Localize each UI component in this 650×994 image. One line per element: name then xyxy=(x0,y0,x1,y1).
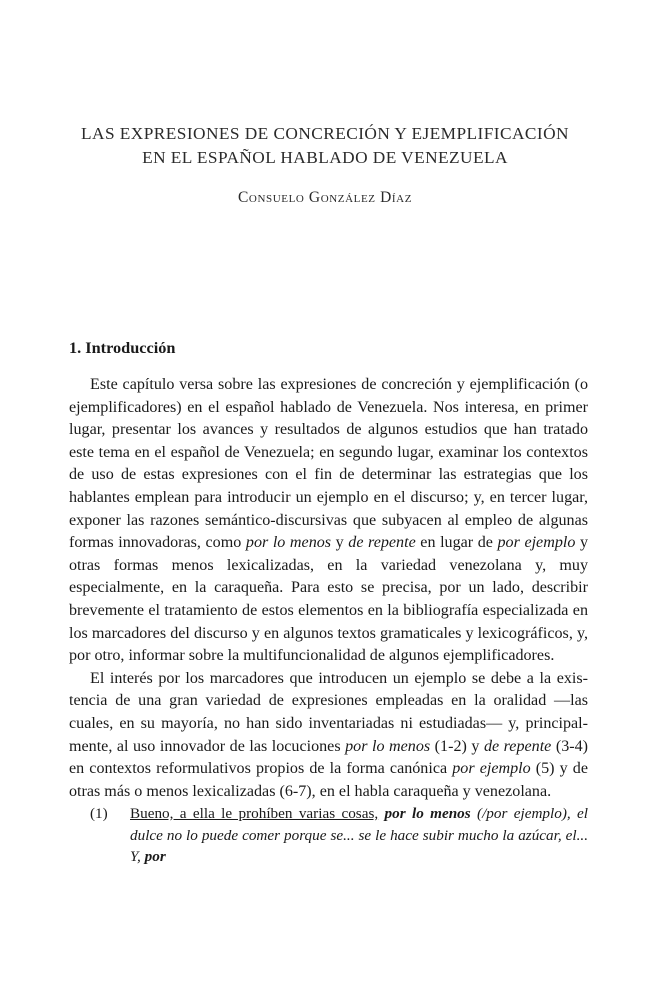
italic-term: por lo menos xyxy=(345,737,431,755)
paragraph-1 xyxy=(69,374,588,668)
document-title xyxy=(60,122,590,170)
text-run: Este capítulo versa sobre las expresiones de concreción y ejemplificación (o ejemplificadores) en el español hablado de Venezuela. Nos interesa, en primer lugar, presentar los avances y resultados de algunos estudios que han tratado este tema en el español de Venezuela; en segundo lugar, examinar los contextos de uso de estas expresiones con el fin de determinar las estrategias que los hablantes emplean para introducir un ejemplo en el discurso; y, en tercer lugar, exponer las razones semántico-discursivas que subyacen al empleo de algunas formas innovadoras, como xyxy=(69,376,588,552)
italic-term: de repente xyxy=(483,737,552,755)
text-run: El interés por los marcadores que introducen un ejemplo se debe a la existencia de una gran variedad de expresiones empleadas en la oralidad —las cuales, en su mayoría, no han sido inventariadas ni estudiadas— y, principalmente, al uso innovador de las locuciones xyxy=(69,669,588,755)
italic-term: por lo menos xyxy=(245,534,332,552)
author-name: Consuelo González Díaz xyxy=(237,189,413,206)
italic-term: por ejemplo xyxy=(452,760,531,778)
text-run: (5) y de otras más o menos lexicalizadas (6-7), en el habla caraqueña y venezolana. xyxy=(69,760,588,800)
bold-marker: por lo menos xyxy=(384,805,471,822)
bold-marker: por xyxy=(144,848,166,865)
text-run: (/por ejemplo), el dulce no lo puede comer porque se... se le hace subir mucho la azúcar, el... Y, xyxy=(130,805,588,865)
italic-term: de repente xyxy=(348,534,416,552)
underlined-text: Bueno, a ella le prohíben varias cosas, xyxy=(130,805,379,822)
example-text xyxy=(130,803,588,868)
text-run: (1-2) y xyxy=(430,737,484,755)
italic-term: por ejemplo xyxy=(497,534,576,552)
example-1 xyxy=(90,803,588,868)
text-run: y otras formas menos lexicalizadas, en la variedad venezolana y, muy especialmente, en la caraqueña. Para esto se precisa, por un lado, describir brevemente el tratamiento de estos elementos en la bibliografía especializada en los marcadores del discurso y en algunos textos gramaticales y lexicográficos, y, por otro, informar sobre la multifuncionalidad de algunos ejemplificadores. xyxy=(69,534,589,665)
title-line-1: LAS EXPRESIONES DE CONCRECIÓN Y EJEMPLIFICACIÓN xyxy=(81,124,569,143)
text-run: (3-4) en contextos reformulativos propios de la forma canónica xyxy=(69,737,589,778)
paragraph-2 xyxy=(69,668,588,804)
section-heading: 1. Introducción xyxy=(69,338,176,357)
example-number: (1) xyxy=(90,805,108,822)
title-line-2: EN EL ESPAÑOL HABLADO DE VENEZUELA xyxy=(142,148,508,167)
text-run: en lugar de xyxy=(415,534,498,552)
text-run: y xyxy=(331,534,349,552)
body-text xyxy=(69,374,588,803)
